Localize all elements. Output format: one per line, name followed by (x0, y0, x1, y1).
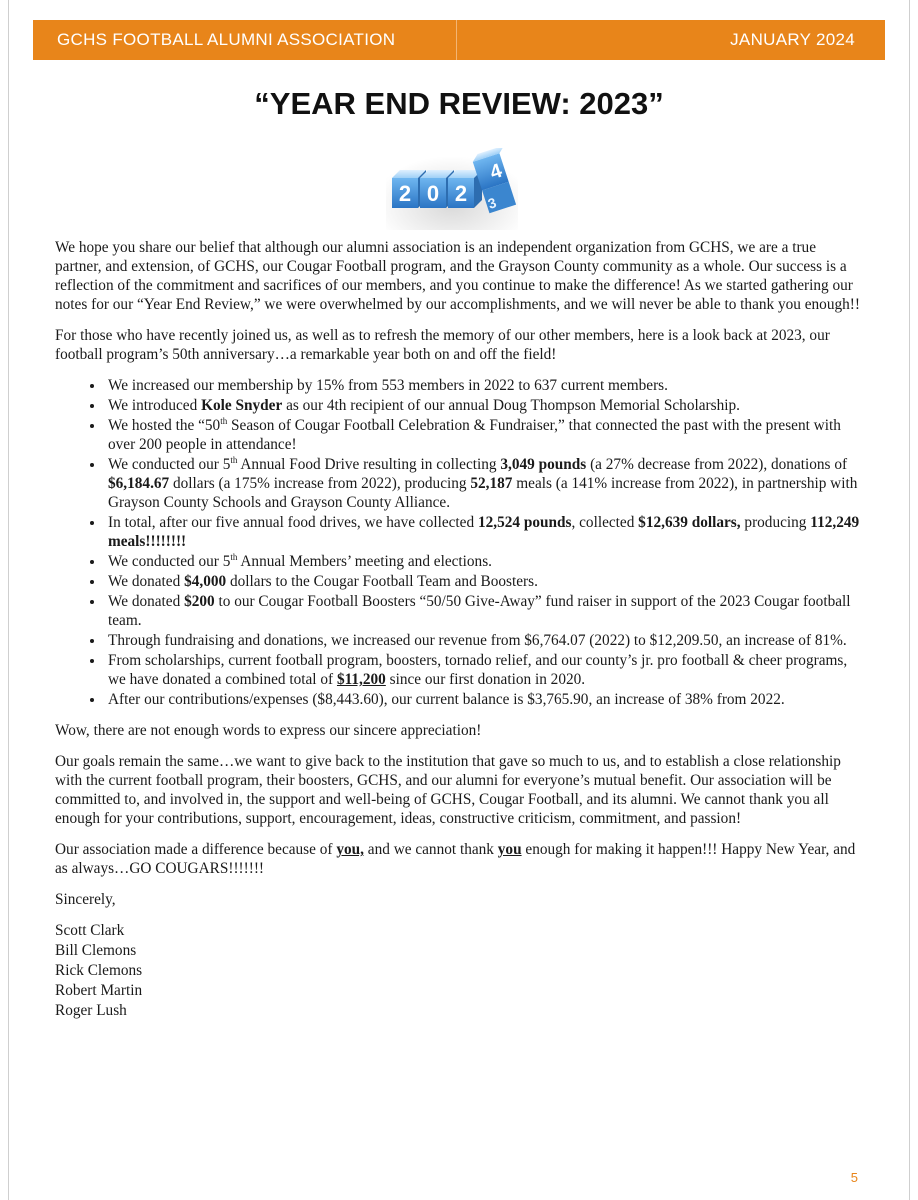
year-cubes-graphic (386, 148, 518, 230)
accomplishments-list (55, 376, 865, 709)
signer-name: Roger Lush (55, 1002, 127, 1019)
list-item: • From scholarships, current football program, boosters, tornado relief, and our county’s jr. pro football & cheer programs, we have donated a combined total of $11,200 since our first donation in 2020. (105, 651, 865, 689)
intro-paragraph-2: For those who have recently joined us, as well as to refresh the memory of our other members, here is a look back at 2023, our football program’s 50th anniversary…a remarkable year both on and off the field! (55, 327, 830, 363)
signer-name: Bill Clemons (55, 942, 137, 959)
appreciation-paragraph: Wow, there are not enough words to express our sincere appreciation! (55, 722, 482, 739)
list-item: • In total, after our five annual food drives, we have collected 12,524 pounds, collected $12,639 dollars, producing 112,249 meals!!!!!!!! (105, 513, 865, 551)
signer-name: Scott Clark (55, 922, 125, 939)
list-item: • We conducted our 5th Annual Food Drive resulting in collecting 3,049 pounds (a 27% decrease from 2022), donations of $6,184.67 dollars (a 175% increase from 2022), producing 52,187 meals (a 141% increase from 2022), in partnership with Grayson County Schools and Grayson County Alliance. (105, 455, 865, 512)
list-item: • Through fundraising and donations, we increased our revenue from $6,764.07 (2022) to $12,209.50, an increase of 81%. (105, 631, 865, 650)
list-item: • We introduced Kole Snyder as our 4th recipient of our annual Doug Thompson Memorial Scholarship. (105, 396, 865, 415)
list-item: • We hosted the “50th Season of Cougar Football Celebration & Fundraiser,” that connected the past with the present with over 200 people in attendance! (105, 416, 865, 454)
cube-digit-bottom: 3 (485, 194, 499, 212)
intro-paragraph-1: We hope you share our belief that although our alumni association is an independent organization from GCHS, we are a true partner, and extension, of GCHS, our Cougar Football program, and the Grayson County community as a whole. Our success is a reflection of the commitment and sacrifices of our members, and you continue to make the difference! As we started gathering our notes for our “Year End Review,” we were overwhelmed by our accomplishments, and we will never be able to thank you enough!! (55, 239, 860, 313)
list-item: • We increased our membership by 15% from 553 members in 2022 to 637 current members. (105, 376, 865, 395)
signer-name: Robert Martin (55, 982, 143, 999)
thank-you-paragraph: Our association made a difference because of you, and we cannot thank you enough for making it happen!!! Happy New Year, and as always…GO COUGARS!!!!!!! (55, 841, 856, 877)
header-divider (456, 20, 457, 60)
header-bar (33, 20, 885, 60)
signer-name: Rick Clemons (55, 962, 143, 979)
goals-paragraph: Our goals remain the same…we want to give back to the institution that gave so much to us, and to establish a close relationship with the current football program, their boosters, GCHS, and our alumni for everyone’s mutual benefit. Our association will be committed to, and involved in, the support and well-being of GCHS, Cougar Football, and its alumni. We cannot thank you all enough for your contributions, support, encouragement, ideas, constructive criticism, commitment, and passion! (55, 753, 841, 827)
list-item: • We donated $200 to our Cougar Football Boosters “50/50 Give-Away” fund raiser in support of the 2023 Cougar football team. (105, 592, 865, 630)
association-name: GCHS FOOTBALL ALUMNI ASSOCIATION (57, 30, 396, 49)
issue-date: JANUARY 2024 (730, 30, 855, 49)
signers-list (55, 921, 865, 1021)
cube-digit-2: 0 (426, 181, 440, 206)
page-title: “YEAR END REVIEW: 2023” (254, 86, 664, 121)
cube-digit-1: 2 (398, 181, 412, 206)
scholarship-recipient: Kole Snyder (201, 397, 283, 414)
cube-digit-3: 2 (454, 181, 468, 206)
list-item: • After our contributions/expenses ($8,443.60), our current balance is $3,765.90, an increase of 38% from 2022. (105, 690, 865, 709)
cube-digit-top: 4 (487, 159, 505, 185)
letter-body (55, 238, 865, 1021)
year-cubes-image (386, 148, 518, 230)
page-number: 5 (850, 1170, 858, 1185)
list-item: • We donated $4,000 dollars to the Cougar Football Team and Boosters. (105, 572, 865, 591)
sign-off: Sincerely, (55, 891, 116, 908)
list-item: • We conducted our 5th Annual Members’ meeting and elections. (105, 552, 865, 571)
